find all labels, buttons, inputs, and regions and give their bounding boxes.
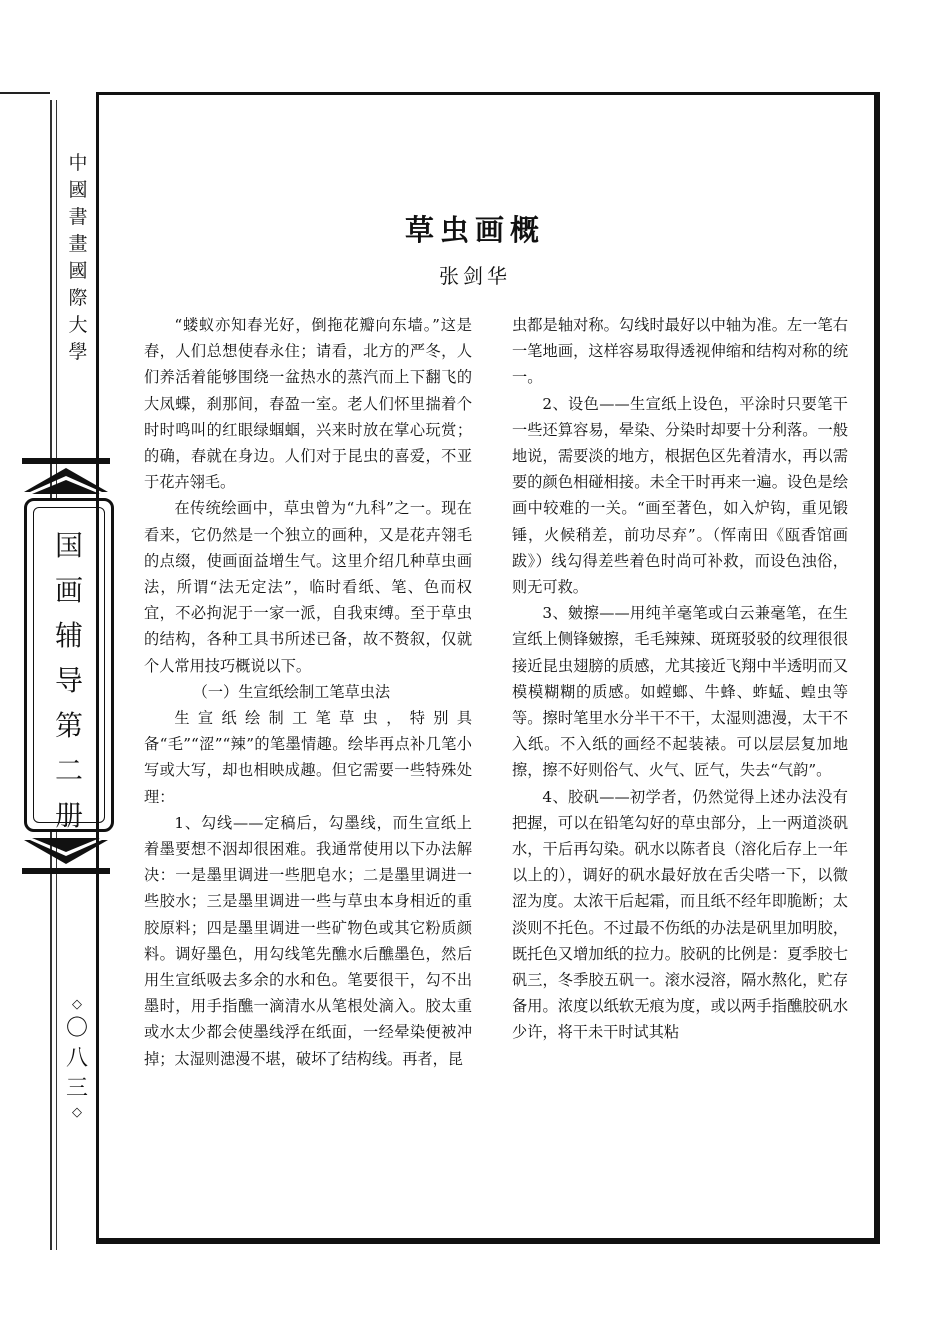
text-column-right <box>512 312 848 1046</box>
side-title-char: 學 <box>68 341 88 363</box>
side-title-char: 大 <box>68 314 88 336</box>
section-label-char: 二 <box>54 754 83 787</box>
paragraph: 4、胶矾——初学者，仍然觉得上述办法没有把握，可以在铅笔勾好的草虫部分，上一两道淡矾水，干后再勾染。矾水以陈者良（溶化后存上一年以上的），调好的矾水最好放在舌尖嗒一下，以微涩为度。太浓干后起霜，而且纸不经年即脆断；太淡则不托色。不过最不伤纸的办法是矾里加明胶，既托色又增加纸的拉力。胶矾的比例是：夏季胶七矾三，冬季胶五矾一。滚水浸溶，隔水熬化，贮存备用。浓度以纸软无痕为度，或以两手指醮胶矾水少许，将干未干时试其粘 <box>512 787 848 1042</box>
side-title-char: 書 <box>68 206 88 228</box>
paragraph: 在传统绘画中，草虫曾为“九科”之一。现在看来，它仍然是一个独立的画种，又是花卉翎毛的点缀，使画面益增生气。这里介绍几种草虫画法，所谓“法无定法”，临时看纸、笔、色而权宜，不必拘泥于一家一派，自我束缚。至于草虫的结构，各种工具书所述已备，故不赘叙，仅就个人常用技巧概说以下。 <box>144 499 472 675</box>
section-label-char: 导 <box>54 664 83 697</box>
article-title: 草虫画概 <box>404 213 545 247</box>
page-number-char: ◇ <box>72 1105 82 1120</box>
article-author: 张剑华 <box>439 264 511 288</box>
section-label-char: 第 <box>54 709 83 742</box>
side-title-vertical <box>64 150 92 366</box>
section-heading: （一）生宣纸绘制工笔草虫法 <box>192 682 391 701</box>
margin-rule-top <box>0 92 50 94</box>
paragraph: 生宣纸绘制工笔草虫，特别具备“毛”“涩”“辣”的笔墨情趣。绘毕再点补几笔小写或大写，却也相映成趣。但它需要一些特殊处理： <box>144 709 472 806</box>
page-number-vertical <box>62 996 92 1122</box>
paragraph: 虫都是轴对称。勾线时最好以中轴为准。左一笔右一笔地画，这样容易取得透视伸缩和结构对称的统一。 <box>512 316 848 387</box>
paragraph: 1、勾线——定稿后，勾墨线，而生宣纸上着墨要想不洇却很困难。我通常使用以下办法解决：一是墨里调进一些肥皂水；二是墨里调进一些胶水；三是墨里调进一些与草虫本身相近的重胶原料；四是墨里调进一些矿物色或其它粉质颜料。调好墨色，用勾线笔先醮水后醮墨色，然后用生宣纸吸去多余的水和色。笔要很干，勾不出墨时，用手指醮一滴清水从笔根处滴入。胶太重或水太少都会使墨线浮在纸面，一经晕染便被冲掉；太湿则漶漫不堪，破坏了结构线。再者，昆 <box>144 813 472 1068</box>
side-title-char: 際 <box>68 287 88 309</box>
side-title-char: 國 <box>68 179 88 201</box>
paragraph: 3、皴擦——用纯羊毫笔或白云兼毫笔，在生宣纸上侧锋皴擦，毛毛辣辣、斑斑驳驳的纹理很很接近昆虫翅膀的质感，尤其接近飞翔中半透明而又模模糊糊的质感。如螳螂、牛蜂、蚱蜢、蝗虫等等。擦时笔里水分半干不干，太湿则漶漫，太干不入纸。不入纸的画经不起装裱。可以层层复加地擦，擦不好则俗气、火气、匠气，失去“气韵”。 <box>512 604 848 780</box>
page-number-char: 〇 <box>65 1016 88 1041</box>
page-number-char: 八 <box>65 1046 88 1071</box>
section-label-char: 辅 <box>54 619 83 652</box>
section-label-char: 画 <box>54 574 83 607</box>
paragraph: “蝼蚁亦知春光好，倒拖花瓣向东墙。”这是春，人们总想使春永住；请看，北方的严冬，人们养活着能够围绕一盆热水的蒸汽而上下翻飞的大凤蝶，刹那间，春盈一室。老人们怀里揣着个时时鸣叫的红眼绿蝈蝈，兴来时放在掌心玩赏；的确，春就在身边。人们对于昆虫的喜爱，不亚于花卉翎毛。 <box>144 316 472 492</box>
page-number-char: ◇ <box>72 997 82 1012</box>
side-title-char: 中 <box>68 152 88 174</box>
section-label-char: 国 <box>54 529 83 562</box>
side-title-char: 畫 <box>68 233 88 255</box>
text-column-left <box>144 312 472 1072</box>
section-label-char: 册 <box>54 799 83 832</box>
side-title-char: 國 <box>68 260 88 282</box>
paragraph: 2、设色——生宣纸上设色，平涂时只要笔干一些还算容易，晕染、分染时却要十分利落。一般地说，需要淡的地方，根据色区先着清水，再以需要的颜色相碰相接。未全干时再来一遍。设色是绘画中较难的一关。“画至著色，如入炉钩，重见锻锤，火候稍差，前功尽弃”。（恽南田《瓯香馆画跋》）线勾得差些着色时尚可补救，而设色浊俗，则无可救。 <box>512 394 848 597</box>
page-number-char: 三 <box>65 1076 88 1101</box>
